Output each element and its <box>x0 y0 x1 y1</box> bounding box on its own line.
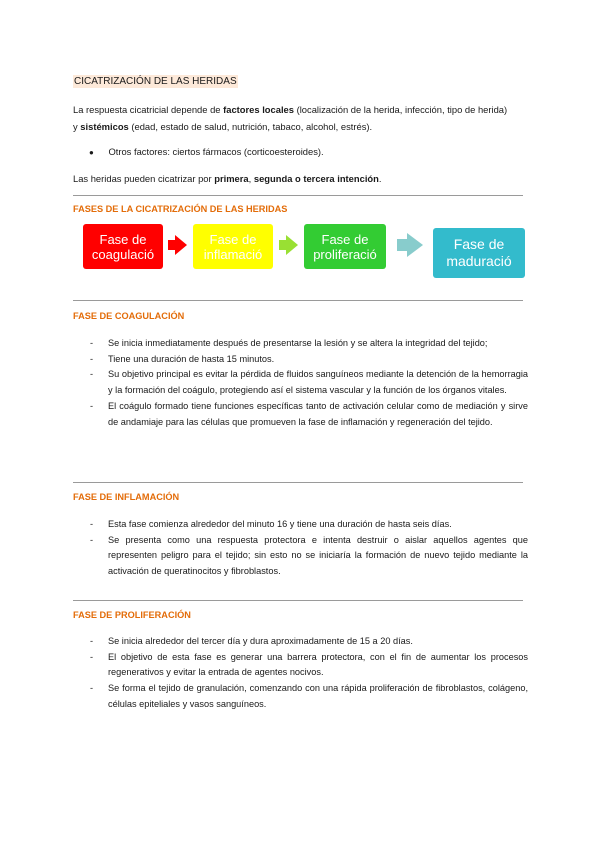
arrow-head <box>407 233 423 257</box>
list-item-text: Se inicia alrededor del tercer día y dura aproximadamente de 15 a 20 días. <box>108 636 413 646</box>
arrow-shaft <box>168 240 175 250</box>
other-factors-text: Otros factores: ciertos fármacos (corticoesteroides). <box>108 146 324 157</box>
list-item <box>90 681 528 712</box>
phase-box-inflammation <box>193 224 273 269</box>
intro-bold-local: factores locales <box>223 104 294 115</box>
phase-label-coagulation: Fase de coagulació <box>91 231 155 262</box>
intention-paragraph <box>73 170 513 187</box>
bullet-dot-icon: ● <box>89 148 94 157</box>
dash-marker: - <box>90 534 94 545</box>
other-factors-item <box>89 143 509 161</box>
intro-text-3: (edad, estado de salud, nutrición, tabaco, alcohol, estrés). <box>128 121 373 132</box>
phase-label-proliferation: Fase de proliferació <box>313 231 377 262</box>
divider <box>73 600 523 601</box>
list-item-text: Esta fase comienza alrededor del minuto 16 y tiene una duración de hasta seis días. <box>108 519 452 529</box>
list-item-text: Se forma el tejido de granulación, comenzando con una rápida proliferación de fibroblastos, colágeno, células epiteliales y vasos sanguíneos. <box>108 683 528 709</box>
phase-box-proliferation <box>304 224 386 269</box>
intro-text-1: La respuesta cicatricial depende de <box>73 104 224 115</box>
proliferation-title: FASE DE PROLIFERACIÓN <box>73 610 191 620</box>
dash-marker: - <box>90 519 94 529</box>
intention-text-2: , <box>248 173 254 184</box>
list-item <box>90 352 528 368</box>
document-title: CICATRIZACIÓN DE LAS HERIDAS <box>74 76 237 87</box>
intention-text-1: Las heridas pueden cicatrizar por <box>73 173 215 184</box>
list-item-text: Se presenta como una respuesta protectora e intenta destruir o aislar aquellos agentes que representen peligro para el tejido; sin esto no se iniciaría la formación de nuevo tejido mediante la activación de queratinocitos y fibroblastos. <box>108 534 528 577</box>
phase-box-coagulation <box>83 224 163 269</box>
list-item <box>90 533 528 580</box>
divider <box>73 482 523 483</box>
phases-title: FASES DE LA CICATRIZACIÓN DE LAS HERIDAS <box>73 204 288 214</box>
dash-marker: - <box>90 369 94 380</box>
intro-paragraph <box>73 101 513 135</box>
phase-box-maturation <box>433 228 525 278</box>
divider <box>73 195 523 196</box>
list-item <box>90 634 528 650</box>
dash-marker: - <box>90 683 94 694</box>
phase-label-inflammation: Fase de inflamació <box>203 231 263 262</box>
list-item-text: Tiene una duración de hasta 15 minutos. <box>108 353 275 364</box>
intro-text-2: (localización de la herida, infección, tipo de herida) y <box>73 104 508 132</box>
intention-bold-secondary: segunda o tercera intención <box>253 173 379 184</box>
dash-marker: - <box>90 400 94 411</box>
phase-label-maturation: Fase de maduració <box>446 236 512 269</box>
coagulation-list <box>90 336 528 430</box>
coagulation-title: FASE DE COAGULACIÓN <box>73 311 185 321</box>
list-item-text: El objetivo de esta fase es generar una barrera protectora, con el fin de aumentar los procesos regenerativos y evitar la entrada de agentes nocivos. <box>108 651 528 678</box>
arrow-head <box>175 235 187 255</box>
intention-bold-primary: primera <box>214 173 249 184</box>
proliferation-list <box>90 634 528 713</box>
inflammation-title: FASE DE INFLAMACIÓN <box>73 492 180 502</box>
dash-marker: - <box>90 636 94 646</box>
dash-marker: - <box>90 651 94 662</box>
dash-marker: - <box>90 338 94 348</box>
inflammation-list <box>90 517 528 580</box>
list-item-text: El coágulo formado tiene funciones específicas tanto de activación celular como de mediación y sirve de andamiaje para las células que promueven la fase de inflamación y regeneración del tejido. <box>108 400 528 427</box>
list-item <box>90 336 528 352</box>
list-item <box>90 650 528 681</box>
dash-marker: - <box>90 353 94 364</box>
list-item-text: Se inicia inmediatamente después de presentarse la lesión y se altera la integridad del tejido; <box>108 338 488 348</box>
arrow-head <box>286 235 298 255</box>
intention-text-3: . <box>378 173 382 184</box>
arrow-shaft <box>279 240 286 250</box>
list-item-text: Su objetivo principal es evitar la pérdida de fluidos sanguíneos mediante la detención de la hemorragia y la formación del coágulo, protegiendo así el sistema vascular y la función de los órganos vitales. <box>108 369 528 396</box>
intro-bold-systemic: sistémicos <box>80 121 129 132</box>
divider <box>73 300 523 301</box>
list-item <box>90 399 528 430</box>
list-item <box>90 517 528 533</box>
list-item <box>90 367 528 398</box>
arrow-shaft <box>397 239 407 251</box>
